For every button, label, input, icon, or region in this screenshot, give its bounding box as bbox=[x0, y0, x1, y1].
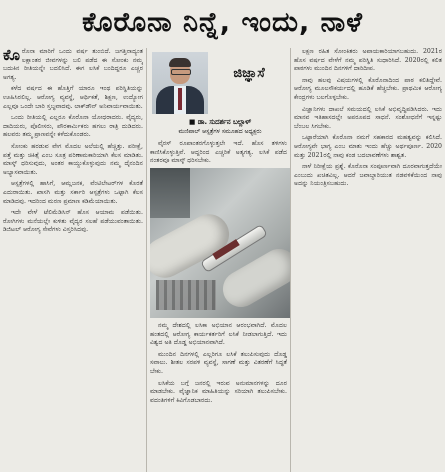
paragraph: ಒಂದು ರೀತಿಯಲ್ಲಿ ಎಲ್ಲರೂ ಕೊರೊನಾ ಯೋಧರಾದರು. ವೈದ್ಯರು, ದಾದಿಯರು, ಪೊಲೀಸರು, ಪೌರಕಾರ್ಮಿಕರು ಹಗಲು ರಾತ್ರಿ ದುಡಿದರು. ಹಲವರು ತಮ್ಮ ಪ್ರಾಣವನ್ನೇ ಕಳೆದುಕೊಂಡರು. bbox=[3, 114, 143, 139]
headline: ಕೊರೊನಾ ನಿನ್ನೆ, ಇಂದು, ನಾಳೆ bbox=[82, 7, 363, 38]
paragraph: ಆಸ್ಪತ್ರೆಗಳಲ್ಲಿ ಹಾಸಿಗೆ, ಆಮ್ಲಜನಕ, ವೆಂಟಿಲೇಟರ್‌ಗಳ ಕೊರತೆ ಎದುರಾಯಿತು. ಖಾಸಗಿ ಮತ್ತು ಸರ್ಕಾರಿ ಆಸ್ಪತ್ರೆಗಳು ಒಟ್ಟಾಗಿ ಕೆಲಸ ಮಾಡಿದವು. ಇದರಿಂದ ಮರಣ ಪ್ರಮಾಣ ಕಡಿಮೆಯಾಯಿತು. bbox=[3, 180, 143, 205]
author-role: ಮಣಿಪಾಲ್ ಆಸ್ಪತ್ರೆಗಳ ಸಮೂಹದ ಅಧ್ಯಕ್ಷರು bbox=[178, 128, 262, 135]
article-column-right bbox=[294, 48, 442, 472]
column-divider bbox=[290, 48, 291, 472]
paragraph: ಕಳೆದ ವರ್ಷದ ಈ ಹೊತ್ತಿಗೆ ಯಾರೂ ಇಂಥ ಪರಿಸ್ಥಿತಿಯನ್ನು ಊಹಿಸಿರಲಿಲ್ಲ. ಆರೋಗ್ಯ ವ್ಯವಸ್ಥೆ, ಆರ್ಥಿಕತೆ, ಶಿಕ್ಷಣ, ಉದ್ಯೋಗ ಎಲ್ಲವೂ ಒಂದೇ ಬಾರಿ ಸ್ತಬ್ಧವಾದವು. ಲಾಕ್‌ಡೌನ್ ಅನಿವಾರ್ಯವಾಯಿತು. bbox=[3, 85, 143, 110]
author-name: ■ ಡಾ. ಸುದರ್ಶನ ಬಲ್ಲಾಳ್ bbox=[188, 118, 252, 126]
paragraph: ಒಟ್ಟಾರೆಯಾಗಿ ಕೊರೊನಾ ನಮಗೆ ಸಹಕಾರದ ಮಹತ್ವವನ್ನು ಕಲಿಸಿದೆ. ಆರೋಗ್ಯವೇ ಭಾಗ್ಯ ಎಂಬ ಮಾತು ಇಂದು ಹೆಚ್ಚು ಅರ್ಥಪೂರ್ಣ. 2020 ಮತ್ತು 2021ರಲ್ಲಿ ನಾವು ಕಂಡ ಬದಲಾವಣೆಗಳು ಶಾಶ್ವತ. bbox=[294, 134, 442, 159]
paragraph: ವೈರಸ್ ರೂಪಾಂತರಗೊಳ್ಳುತ್ತಲೇ ಇದೆ. ಹೊಸ ತಳಿಗಳು ಕಾಣಿಸಿಕೊಳ್ಳುತ್ತಿವೆ. ಆದ್ದರಿಂದ ಎಚ್ಚರಿಕೆ ಅತ್ಯಗತ್ಯ. ಲಸಿಕೆ ಪಡೆದ ನಂತರವೂ ಮಾಸ್ಕ್ ಧರಿಸಬೇಕು. bbox=[150, 140, 287, 165]
article-column-middle-top bbox=[150, 140, 287, 168]
paragraph: ಇದೇ ವೇಳೆ ಟೆಲಿಮೆಡಿಸಿನ್ ಹೊಸ ಆಯಾಮ ಪಡೆಯಿತು. ರೋಗಿಗಳು ಮನೆಯಲ್ಲೇ ಕುಳಿತು ವೈದ್ಯರ ಸಲಹೆ ಪಡೆಯುವಂತಾಯಿತು. ಡಿಜಿಟಲ್ ಆರೋಗ್ಯ ಸೇವೆಗಳು ವಿಸ್ತರಿಸಿದವು. bbox=[3, 209, 143, 234]
paragraph: ಮುಂದಿನ ದಿನಗಳಲ್ಲಿ ಎಲ್ಲರಿಗೂ ಲಸಿಕೆ ತಲುಪಿಸುವುದು ದೊಡ್ಡ ಸವಾಲು. ಶೀತಲ ಸರಪಳಿ ವ್ಯವಸ್ಥೆ, ಸಾಗಣೆ ಮತ್ತು ವಿತರಣೆಗೆ ಸಿದ್ಧತೆ ಬೇಕು. bbox=[150, 350, 287, 375]
drop-cap: ಕೊ bbox=[3, 48, 20, 64]
article-column-left bbox=[3, 48, 143, 472]
column-kicker: ಜಿಜ್ಞಾಸೆ bbox=[233, 66, 265, 81]
byline bbox=[150, 118, 290, 136]
paragraph: ನಾವು ಹಲವು ವಿಷಯಗಳಲ್ಲಿ ಕೊರೊನಾದಿಂದ ಪಾಠ ಕಲಿತಿದ್ದೇವೆ. ಆರೋಗ್ಯ ಮೂಲಸೌಕರ್ಯದಲ್ಲಿ ಹೂಡಿಕೆ ಹೆಚ್ಚಬೇಕು. ಪ್ರಾಥಮಿಕ ಆರೋಗ್ಯ ಕೇಂದ್ರಗಳು ಬಲಗೊಳ್ಳಬೇಕು. bbox=[294, 76, 442, 101]
paragraph: ನಾಳೆ ನಿರೀಕ್ಷೆಯ ಪ್ರಶ್ನೆ. ಕೊರೊನಾ ಸಂಪೂರ್ಣವಾಗಿ ದೂರವಾಗುತ್ತದೆಯೇ ಎಂಬುದು ಖಚಿತವಿಲ್ಲ. ಆದರೆ ಜವಾಬ್ದಾರಿಯುತ ನಡವಳಿಕೆಯಿಂದ ನಾವು ಅದನ್ನು ನಿಯಂತ್ರಿಸಬಹುದು. bbox=[294, 163, 442, 188]
paragraph: ನಮ್ಮ ದೇಶದಲ್ಲಿ ಲಸಿಕಾ ಅಭಿಯಾನ ಆರಂಭವಾಗಿದೆ. ಮೊದಲ ಹಂತದಲ್ಲಿ ಆರೋಗ್ಯ ಕಾರ್ಯಕರ್ತರಿಗೆ ಲಸಿಕೆ ನೀಡಲಾಗುತ್ತಿದೆ. ಇದು ವಿಶ್ವದ ಅತಿ ದೊಡ್ಡ ಅಭಿಯಾನವಾಗಿದೆ. bbox=[150, 322, 287, 347]
lab-test-tube-photo bbox=[150, 168, 290, 318]
author-photo bbox=[152, 52, 208, 114]
paragraph: ಲಸಿಕೆಯ ಬಗ್ಗೆ ಜನರಲ್ಲಿ ಇರುವ ಅನುಮಾನಗಳನ್ನು ದೂರ ಮಾಡಬೇಕು. ವೈಜ್ಞಾನಿಕ ಮಾಹಿತಿಯನ್ನು ಸರಿಯಾಗಿ ತಲುಪಿಸಬೇಕು. ವದಂತಿಗಳಿಗೆ ಕಿವಿಗೊಡಬಾರದು. bbox=[150, 379, 287, 404]
paragraph: ಸೋಂಕು ಹರಡುವ ವೇಗ ಮೊದಲ ಅಲೆಯಲ್ಲಿ ಹೆಚ್ಚಿತ್ತು. ಪರೀಕ್ಷೆ, ಪತ್ತೆ ಮತ್ತು ಚಿಕಿತ್ಸೆ ಎಂಬ ಸೂತ್ರ ಪರಿಣಾಮಕಾರಿಯಾಗಿ ಕೆಲಸ ಮಾಡಿತು. ಮಾಸ್ಕ್ ಧರಿಸುವುದು, ಅಂತರ ಕಾಯ್ದುಕೊಳ್ಳುವುದು ನಮ್ಮ ದೈನಂದಿನ ಅಭ್ಯಾಸವಾಯಿತು. bbox=[3, 142, 143, 176]
paragraph: ರೊನಾ ಮಾರಿಗೆ ಒಂದು ವರ್ಷ ತುಂಬಿದೆ. ಜಗತ್ತಿನಾದ್ಯಂತ ಲಕ್ಷಾಂತರ ಜೀವಗಳನ್ನು ಬಲಿ ಪಡೆದ ಈ ಸೋಂಕು ನಮ್ಮ ಬದುಕಿನ ರೀತಿಯನ್ನೇ ಬದಲಿಸಿದೆ. ಈಗ ಲಸಿಕೆ ಬಂದಿದ್ದರೂ ಎಚ್ಚರ ಅಗತ್ಯ. bbox=[3, 48, 143, 81]
paragraph: ವಿಜ್ಞಾನಿಗಳು ದಾಖಲೆ ಸಮಯದಲ್ಲಿ ಲಸಿಕೆ ಅಭಿವೃದ್ಧಿಪಡಿಸಿದರು. ಇದು ಮಾನವ ಇತಿಹಾಸದಲ್ಲೇ ಅಪರೂಪದ ಸಾಧನೆ. ಸಂಶೋಧನೆಗೆ ಇನ್ನಷ್ಟು ಬೆಂಬಲ ಸಿಗಬೇಕು. bbox=[294, 105, 442, 130]
paragraph: ಲಕ್ಷಣ ರಹಿತ ಸೋಂಕಿತರು ಅಪಾಯಕಾರಿಯಾಗಬಹುದು. 2021ರ ಹೊಸ ವರ್ಷದ ವೇಳೆಗೆ ನಮ್ಮ ಪರಿಸ್ಥಿತಿ ಸುಧಾರಿಸಿದೆ. 2020ರಲ್ಲಿ ಕಲಿತ ಪಾಠಗಳು ಮುಂದಿನ ದಿನಗಳಿಗೆ ದಾರಿದೀಪ. bbox=[294, 48, 442, 73]
column-divider bbox=[146, 48, 147, 472]
article-column-middle bbox=[150, 322, 287, 472]
